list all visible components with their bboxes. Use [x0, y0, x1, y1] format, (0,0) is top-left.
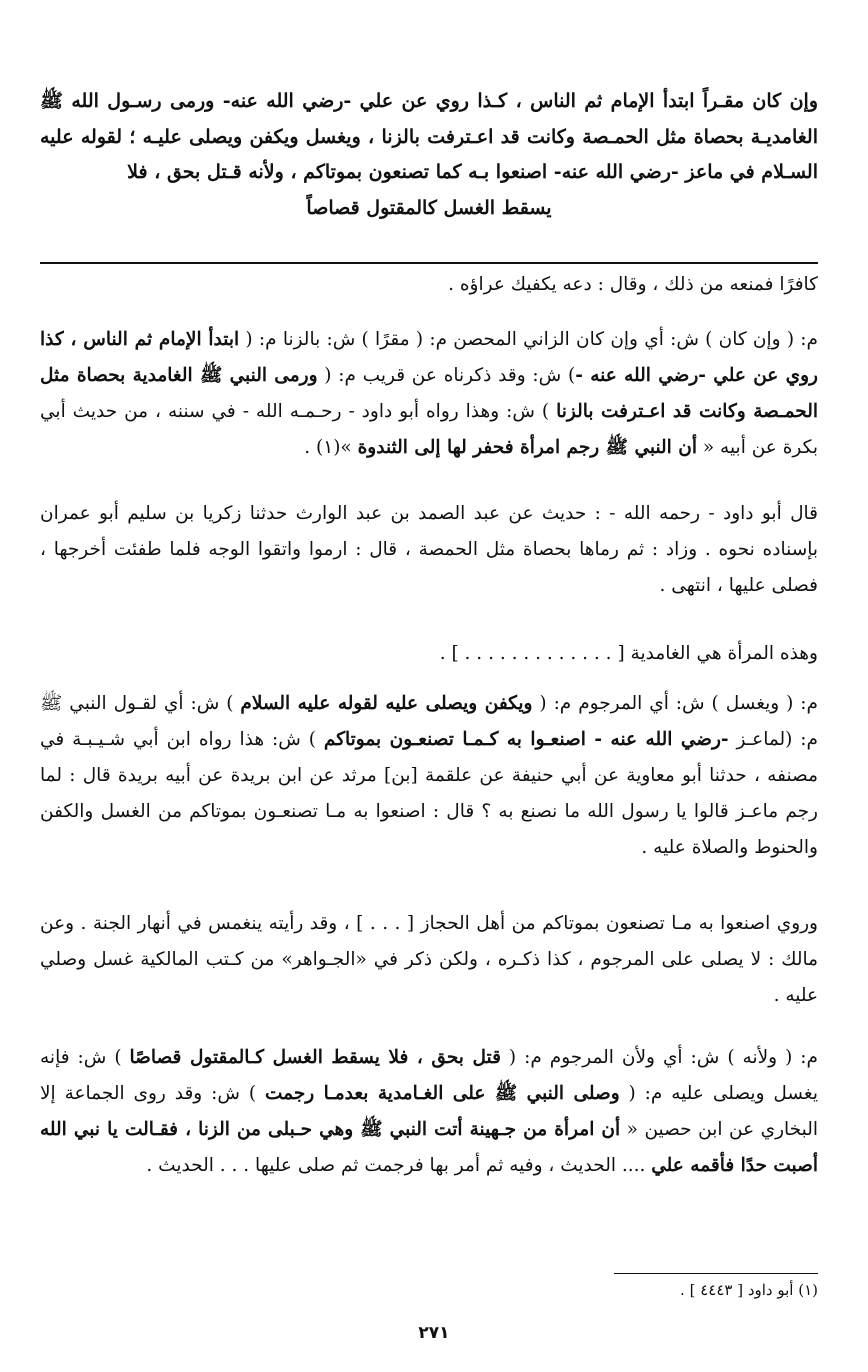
p7-part-e: ) ش: وقد روى الجماعة إلا البخاري عن ابن حصين « [40, 1083, 818, 1140]
commentary-paragraph-5 [40, 686, 818, 866]
p2-hadith: أن النبي ﷺ رجم امرأة فحفر لها إلى الثندوة [357, 437, 697, 458]
main-text-divider [40, 262, 818, 264]
p5-part-a: م: ( ويغسل ) ش: أي المرجوم م: ( [532, 693, 818, 714]
p2-part-c: ) ش: وقد ذكرناه عن قريب م: ( [317, 365, 576, 386]
p2-quoted-matn-2: ورمى النبي ﷺ الغامدية بحصاة مثل الحمـصة وكانت قد اعـترفت بالزنا [40, 365, 818, 422]
p7-hadith: أن امرأة من جـهينة أتت النبي ﷺ وهي حـبلى من الزنا ، فقـالت يا نبي الله أصبت حدًا فأقمه علي [40, 1119, 818, 1176]
commentary-paragraph-2 [40, 322, 818, 466]
p2-part-e: ) ش: وهذا رواه أبو داود - رحـمـه الله - في سننه ، من حديث أبي بكرة عن أبيه « [40, 401, 818, 458]
p5-quoted-matn-2: -رضي الله عنه - اصنعـوا به كـمـا تصنعـون بموتاكم [323, 729, 729, 750]
main-text [40, 84, 818, 226]
p7-quoted-matn-1: قتل بحق ، فلا يسقط الغسل كـالمقتول قصاصًا [129, 1047, 501, 1068]
commentary-paragraph-7 [40, 1040, 818, 1184]
p5-quoted-matn-1: ويكفن ويصلى عليه لقوله عليه السلام [240, 693, 533, 714]
p5-part-c: ) ش: أي لقـول النبي ﷺ م: (لماعـز [40, 693, 818, 750]
page-number: ٢٧١ [418, 1323, 450, 1343]
p2-part-g: »(١) . [304, 437, 358, 458]
p7-part-c: ) ش: فإنه يغسل ويصلى عليه م: ( [40, 1047, 818, 1104]
commentary-paragraph-4: وهذه المرأة هي الغامدية [ . . . . . . . . . . . . . ] . [439, 643, 818, 664]
p7-part-g: .... الحديث ، وفيه ثم أمر بها فرجمت ثم صلى عليها . . . الحديث . [146, 1155, 652, 1176]
commentary-paragraph-3: قال أبو داود - رحمه الله - : حديث عن عبد الصمد بن عبد الوارث حدثنا زكريا بن سليم أبو عمران بإسناده نحوه . وزاد : ثم رماها بحصاة مثل الحمصة ، قال : ارموا واتقوا الوجه فلما طفئت أخرجها ، فصلى عليها ، انتهى . [40, 503, 818, 596]
commentary-paragraph-1: كافرًا فمنعه من ذلك ، وقال : دعه يكفيك عراؤه . [448, 274, 818, 295]
p5-part-e: ) ش: هذا رواه ابن أبي شـيـبـة في مصنفه ، حدثنا أبو معاوية عن أبي حنيفة عن علقمة [بن] مرثد عن ابن بريدة عن أبيه بريدة قال : لما رجم ماعـز قالوا يا رسول الله ما نصنع به ؟ قال : اصنعوا به مـا تصنعـون بموتاكم من الغسل والكفن والحنوط والصلاة عليه . [40, 729, 818, 858]
main-text-last-line: يسقط الغسل كالمقتول قصاصاً [306, 196, 552, 219]
p2-part-a: م: ( وإن كان ) ش: أي وإن كان الزاني المحصن م: ( مقرًا ) ش: بالزنا م: ( [239, 329, 818, 350]
footnote-divider [614, 1273, 818, 1274]
footnote: (١) أبو داود [ ٤٤٤٣ ] . [680, 1281, 818, 1299]
main-text-body: وإن كان مقـراً ابتدأ الإمام ثم الناس ، كـذا روي عن علي -رضي الله عنه- ورمى رسـول الله ﷺ الغامديـة بحصاة مثل الحمـصة وكانت قد اعـترفت بالزنا ، ويغسل ويكفن ويصلى عليـه ؛ لقوله عليه السـلام في ماعز -رضي الله عنه- اصنعوا بـه كما تصنعون بموتاكم ، ولأنه قـتل بحق ، فلا [40, 90, 819, 183]
p7-part-a: م: ( ولأنه ) ش: أي ولأن المرجوم م: ( [500, 1047, 818, 1068]
p7-quoted-matn-2: وصلى النبي ﷺ على الغـامدية بعدمـا رجمت [264, 1083, 620, 1104]
commentary-paragraph-6: وروي اصنعوا به مـا تصنعون بموتاكم من أهل الحجاز [ . . . ] ، وقد رأيته ينغمس في أنهار الجنة . وعن مالك : لا يصلى على المرجوم ، كذا ذكـره ، ولكن ذكر في «الجـواهر» من كـتب المالكية غسل وصلي عليه . [40, 913, 818, 1006]
p2-quoted-matn-1: ابتدأ الإمام ثم الناس ، كذا روي عن علي -رضي الله عنه - [40, 329, 818, 386]
